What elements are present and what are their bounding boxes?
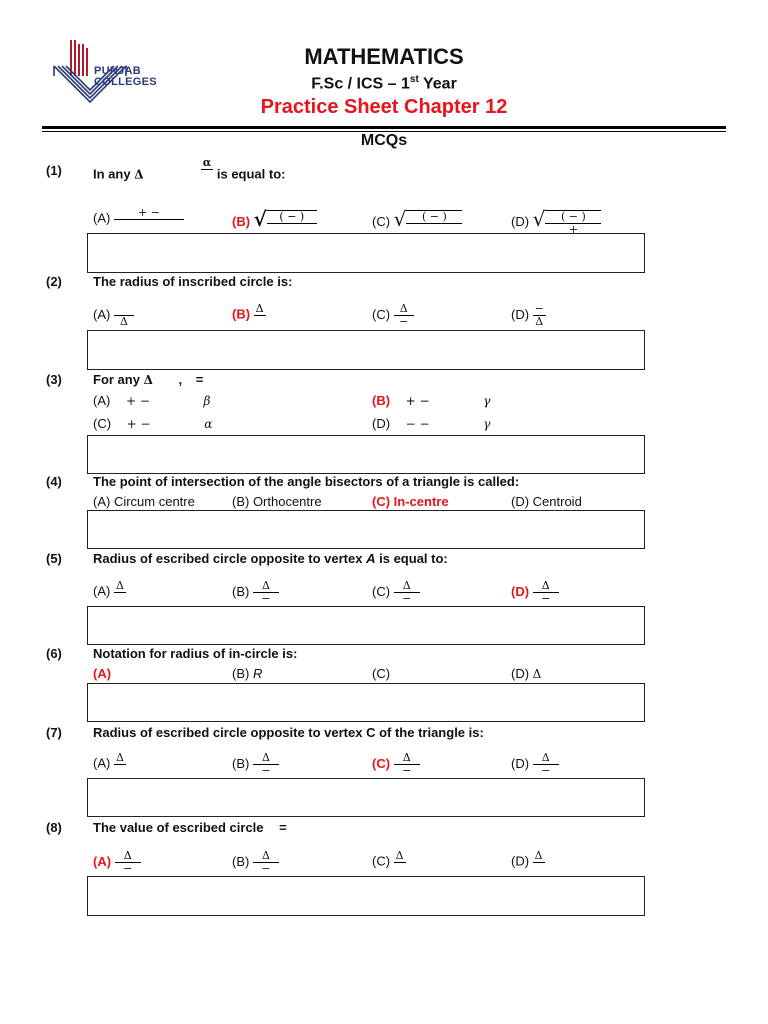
option-d: (D) $\frac{-}{\Delta}$ bbox=[511, 302, 544, 328]
sheet-title: Practice Sheet Chapter 12 bbox=[260, 96, 508, 118]
option-c: (C) + − α bbox=[93, 416, 213, 431]
question-text: The value of escribed circle = bbox=[93, 820, 287, 835]
answer-box[interactable] bbox=[87, 330, 645, 370]
option-b: (B) R bbox=[232, 666, 263, 681]
question-text: The point of intersection of the angle bisectors of a triangle is called: bbox=[93, 474, 520, 489]
option-b: (B) $\frac{\Delta}{-}$ bbox=[232, 752, 279, 777]
answer-box[interactable] bbox=[87, 683, 645, 722]
option-c: (C) √ ( − ) bbox=[372, 207, 462, 235]
answer-box[interactable] bbox=[87, 233, 645, 273]
question-number: (8) bbox=[46, 820, 62, 835]
question-number: (5) bbox=[46, 551, 62, 566]
option-a: (A) Δ bbox=[93, 303, 134, 328]
question-text: The radius of inscribed circle is: bbox=[93, 274, 293, 289]
question-text: Radius of escribed circle opposite to vertex A is equal to: bbox=[93, 551, 448, 566]
answer-box[interactable] bbox=[87, 435, 645, 474]
section-title: MCQs bbox=[360, 132, 408, 149]
logo-text: PUNJAB COLLEGES bbox=[94, 65, 157, 88]
option-b: (B) $\frac{\Delta}{-}$ bbox=[232, 580, 279, 605]
question-number: (2) bbox=[46, 274, 62, 289]
question-text: Radius of escribed circle opposite to vertex C of the triangle is: bbox=[93, 725, 484, 740]
question-number: (7) bbox=[46, 725, 62, 740]
question-text: Notation for radius of in-circle is: bbox=[93, 646, 298, 661]
question-number: (3) bbox=[46, 372, 62, 387]
option-b: (B) √ ( − ) bbox=[232, 207, 317, 235]
option-d: (D) $\frac{\Delta}{-}$ bbox=[511, 580, 559, 605]
option-d: (D) Δ bbox=[511, 666, 542, 681]
option-a: (A) + − β bbox=[93, 393, 211, 408]
question-text: In any Δ α is equal to: bbox=[93, 156, 286, 182]
option-c: (C) Δ bbox=[372, 850, 406, 874]
option-d: (D) − − γ bbox=[372, 416, 491, 431]
option-a: (A) + − bbox=[93, 207, 184, 231]
option-a: (A) Δ bbox=[93, 752, 126, 776]
answer-box[interactable] bbox=[87, 876, 645, 916]
option-a: (A) Δ bbox=[93, 580, 126, 604]
answer-box[interactable] bbox=[87, 778, 645, 817]
option-b: (B) + − γ bbox=[372, 393, 491, 408]
option-a: (A) $\frac{\Delta}{-}$ bbox=[93, 850, 141, 875]
question-text: For any Δ , = bbox=[93, 372, 204, 387]
option-b: (B) $\frac{\Delta}{-}$ bbox=[232, 850, 279, 875]
question-number: (1) bbox=[46, 163, 62, 178]
question-number: (6) bbox=[46, 646, 62, 661]
answer-box[interactable] bbox=[87, 606, 645, 645]
answer-box[interactable] bbox=[87, 510, 645, 549]
subject-title: MATHEMATICS bbox=[304, 44, 464, 69]
option-b: (B) Δ bbox=[232, 303, 266, 327]
option-d: (D) Δ bbox=[511, 850, 545, 874]
option-c: (C) $\frac{\Delta}{-}$ bbox=[372, 303, 414, 328]
option-d: (D) √ $\frac{( - )}{+}$ bbox=[511, 207, 601, 236]
option-c: (C) $\frac{\Delta}{-}$ bbox=[372, 580, 420, 605]
class-subtitle: F.Sc / ICS – 1st Year bbox=[311, 74, 457, 93]
option-a: (A) bbox=[93, 666, 112, 681]
option-c: (C) In-centre bbox=[372, 494, 449, 509]
option-b: (B) Orthocentre bbox=[232, 494, 322, 509]
option-a: (A) Circum centre bbox=[93, 494, 195, 509]
question-number: (4) bbox=[46, 474, 62, 489]
header-rule bbox=[42, 126, 726, 129]
option-c: (C) bbox=[372, 666, 391, 681]
option-d: (D) $\frac{\Delta}{-}$ bbox=[511, 752, 559, 777]
option-d: (D) Centroid bbox=[511, 494, 582, 509]
option-c: (C) $\frac{\Delta}{-}$ bbox=[372, 752, 420, 777]
